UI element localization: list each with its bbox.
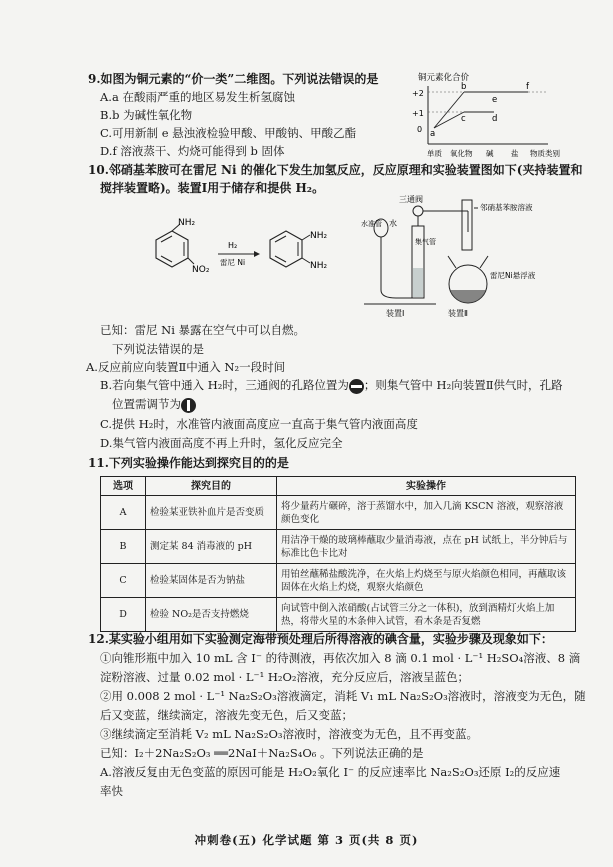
point-c: c [461, 114, 466, 124]
link-a-c [434, 112, 464, 128]
header-purpose: 探究目的 [146, 477, 277, 496]
three-way-valve-label: 三通阀 [399, 195, 423, 204]
dropping-funnel [462, 200, 472, 250]
row-c-purpose: 检验某固体是否为钠盐 [146, 564, 277, 598]
q12-step2-line2: 后又变蓝，继续滴定，溶液先变无色，后又变蓝； [100, 708, 353, 722]
point-a: a [430, 129, 436, 139]
y-tick-plus1: +1 [412, 109, 424, 118]
point-b: b [461, 82, 467, 92]
q10-option-b-part1: B.若向集气管中通入 H₂时，三通阀的孔路位置为 [100, 378, 349, 392]
table-row [101, 564, 576, 598]
table-row [101, 598, 576, 632]
table-row [101, 530, 576, 564]
q12-known: 已知：I₂＋2Na₂S₂O₃ ══2NaI＋Na₂S₄O₆ 。下列说法正确的是 [100, 746, 424, 760]
q10-option-c: C.提供 H₂时，水准管内液面高度应一直高于集气管内液面高度 [100, 417, 418, 431]
q9-option-d: D.f 溶液蒸干、灼烧可能得到 b 固体 [100, 144, 285, 158]
q12-step1-line2: 淀粉溶液、过量 0.02 mol · L⁻¹ H₂O₂溶液，充分反应后，溶液呈蓝色； [100, 670, 470, 684]
row-a-purpose: 检验某亚铁补血片是否变质 [146, 496, 277, 530]
header-option: 选项 [101, 477, 146, 496]
q12-stem: 12.某实验小组用如下实验测定海带预处理后所得溶液的碘含量，实验步骤及现象如下： [88, 632, 553, 646]
q12-step1-line1: ①向锥形瓶中加入 10 mL 含 I⁻ 的待测液，再依次加入 8 滴 0.1 mol · L⁻¹ H₂SO₄溶液、8 滴 [100, 651, 581, 665]
three-way-valve [413, 206, 423, 216]
x-label-oxide: 氧化物 [450, 149, 473, 158]
leveling-tube-label: 水准管 [361, 220, 382, 228]
row-a-operation: 将少量药片碾碎，溶于蒸馏水中，加入几滴 KSCN 溶液，观察溶液颜色变化 [277, 496, 576, 530]
hydrogenation-reaction-scheme [136, 218, 348, 286]
solution-label: 邻硝基苯胺溶液 [480, 203, 533, 212]
apparatus-1-label: 装置Ⅰ [386, 309, 405, 318]
q10-stem-2: 搅拌装置略)。装置Ⅰ用于储存和提供 H₂。 [100, 181, 325, 195]
q12-option-a-line2: 率快 [100, 784, 123, 798]
q9-stem: 9.如图为铜元素的“价一类”二维图。下列说法错误的是 [88, 72, 379, 86]
x-label-base: 碱 [486, 149, 494, 158]
row-c-operation: 用铂丝蘸稀盐酸洗净，在火焰上灼烧至与原火焰颜色相同，再蘸取该固体在火焰上灼烧，观察火焰颜色 [277, 564, 576, 598]
q10-option-b-part3: 位置需调节为 [112, 397, 181, 411]
apparatus-2-label: 装置Ⅱ [448, 309, 468, 318]
q11-stem: 11.下列实验操作能达到探究目的的是 [88, 456, 289, 470]
row-d-option: D [101, 598, 146, 632]
row-b-purpose: 测定某 84 消毒液的 pH [146, 530, 277, 564]
row-a-option: A [101, 496, 146, 530]
graph-y-label: 铜元素化合价 [418, 73, 470, 83]
q10-option-a: A.反应前应向装置Ⅱ中通入 N₂一段时间 [86, 360, 286, 374]
hydrogenation-apparatus [356, 192, 588, 320]
q10-known: 已知：雷尼 Ni 暴露在空气中可以自燃。 [100, 323, 306, 337]
page-footer: 冲刺卷(五) 化学试题 第 3 页(共 8 页) [194, 833, 419, 847]
row-d-purpose: 检验 NO₂是否支持燃烧 [146, 598, 277, 632]
q10-stem-1: 10.邻硝基苯胺可在雷尼 Ni 的催化下发生加氢反应，反应原理和实验装置图如下(夹持装置和 [88, 163, 583, 177]
catalyst-label: 雷尼Ni悬浮液 [490, 271, 536, 280]
point-d: d [492, 114, 498, 124]
gas-tube-label: 集气管 [415, 238, 436, 246]
q9-option-b: B.b 为碱性氧化物 [100, 108, 193, 122]
table-header-row [101, 477, 576, 496]
point-f: f [526, 82, 529, 92]
row-b-option: B [101, 530, 146, 564]
water-label: 水 [389, 219, 397, 228]
q10-question: 下列说法错误的是 [112, 342, 204, 356]
header-operation: 实验操作 [277, 477, 576, 496]
x-label-class: 物质类别 [530, 149, 560, 158]
q12-step2-line1: ②用 0.008 2 mol · L⁻¹ Na₂S₂O₃溶液滴定，消耗 V₁ mL Na₂S₂O₃溶液时，溶液变为无色，随 [100, 689, 586, 703]
link-a-b [434, 92, 464, 128]
reagent-raney-ni: 雷尼 Ni [220, 258, 246, 267]
row-d-operation: 向试管中倒入浓硝酸(占试管三分之一体积)，放到酒精灯火焰上加热，将带火星的木条伸入试管，看木条是否复燃 [277, 598, 576, 632]
q12-step3: ③继续滴定至消耗 V₂ mL Na₂S₂O₃溶液时，溶液变为无色，且不再变蓝。 [100, 727, 478, 741]
reagent-h2: H₂ [228, 241, 238, 250]
table-row [101, 496, 576, 530]
copper-valence-class-graph [398, 68, 588, 164]
row-b-operation: 用洁净干燥的玻璃棒蘸取少量消毒液，点在 pH 试纸上，半分钟后与标准比色卡比对 [277, 530, 576, 564]
row-c-option: C [101, 564, 146, 598]
valve-position-alt-icon [181, 398, 196, 413]
q12-option-a-line1: A.溶液反复由无色变蓝的原因可能是 H₂O₂氧化 I⁻ 的反应速率比 Na₂S₂O₃还原 I₂的反应速 [100, 765, 561, 779]
catalyst-suspension [450, 290, 486, 303]
nh2-right-bottom: NH₂ [310, 261, 328, 271]
x-label-element: 单质 [427, 149, 442, 158]
q9-option-c: C.可用新制 e 悬浊液检验甲酸、甲酸钠、甲酸乙酯 [100, 126, 357, 140]
no2-group: NO₂ [192, 265, 210, 275]
q9-option-a: A.a 在酸雨严重的地区易发生析氢腐蚀 [100, 90, 295, 104]
y-tick-plus2: +2 [412, 89, 424, 98]
x-label-salt: 盐 [511, 149, 519, 158]
q10-option-b-line1 [100, 378, 563, 394]
nh2-left: NH₂ [178, 218, 196, 228]
nh2-right-top: NH₂ [310, 231, 328, 241]
point-e: e [492, 95, 498, 105]
rubber-hose [381, 290, 412, 298]
q10-option-b-line2 [112, 397, 196, 413]
q10-option-d: D.集气管内液面高度不再上升时，氢化反应完全 [100, 436, 343, 450]
q10-option-b-part2: ；则集气管中 H₂向装置Ⅱ供气时，孔路 [363, 378, 563, 392]
y-tick-zero: 0 [417, 125, 423, 134]
valve-position-icon [349, 379, 364, 394]
q11-table [100, 476, 576, 632]
